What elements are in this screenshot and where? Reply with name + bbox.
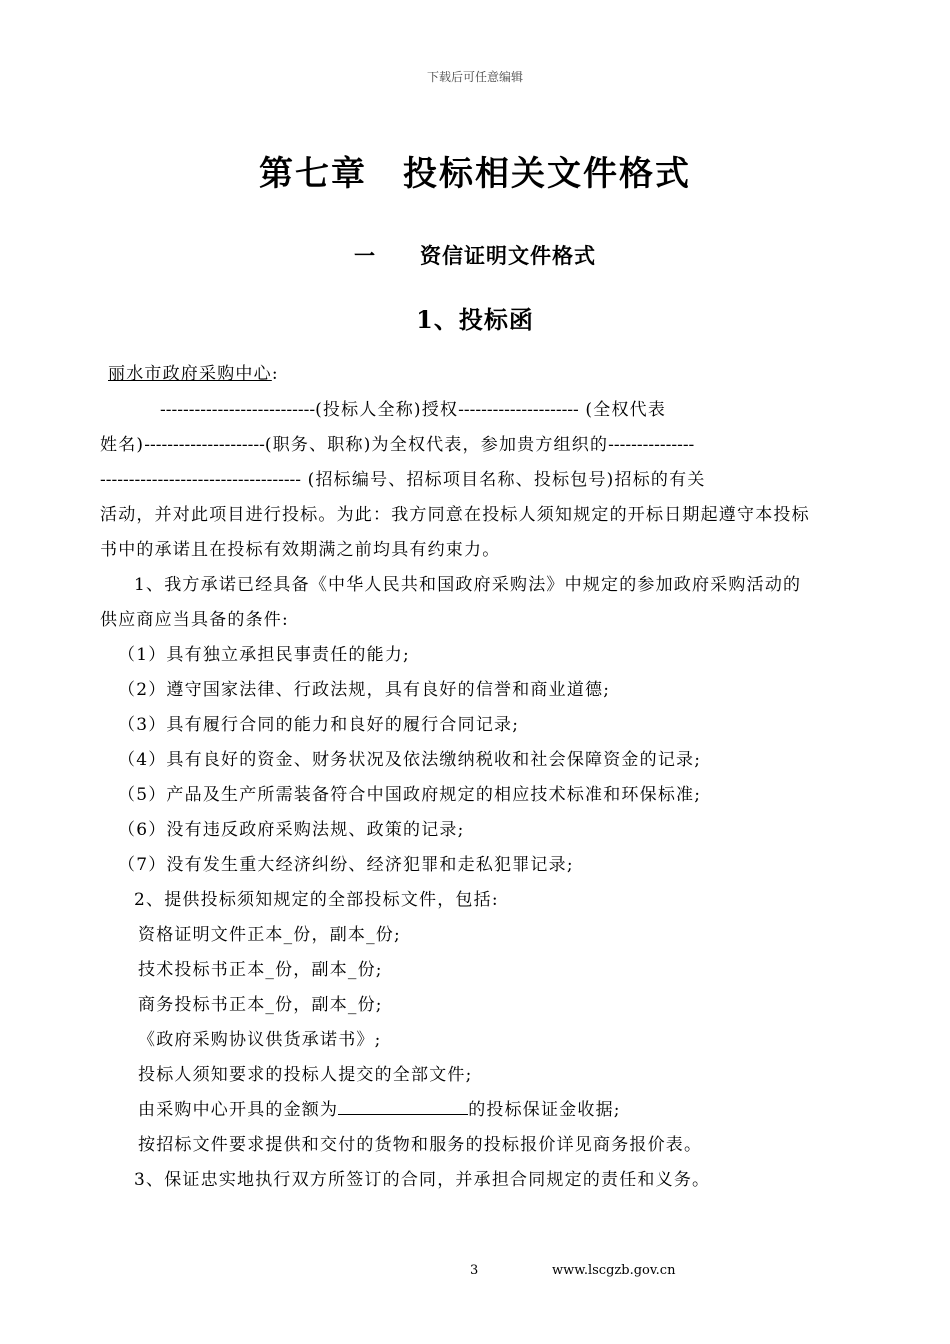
body-line-2-text-b: (职务、职称)为全权代表，参加贵方组织的 (264, 435, 609, 455)
page-number: 3 (470, 1263, 479, 1278)
body-line-4: 活动，并对此项目进行投标。为此：我方同意在投标人须知规定的开标日期起遵守本投标 (100, 505, 810, 525)
deposit-text-a: 由采购中心开具的金额为 (138, 1100, 339, 1120)
condition-3: （3）具有履行合同的能力和良好的履行合同记录; (118, 715, 520, 735)
body-line-3-text: (招标编号、招标项目名称、投标包号)招标的有关 (301, 470, 706, 490)
item-1-cont: 供应商应当具备的条件: (100, 610, 289, 630)
body-line-5: 书中的承诺且在投标有效期满之前均具有约束力。 (100, 540, 501, 560)
item-2: 2、提供投标须知规定的全部投标文件，包括: (134, 890, 499, 910)
doc-1: 资格证明文件正本_份，副本_份; (138, 925, 401, 945)
body-line-2-text-a: 姓名) (100, 435, 145, 455)
sub-title: 1、投标函 (416, 305, 534, 334)
chapter-title: 第七章 投标相关文件格式 (259, 154, 691, 194)
addressee-line (108, 359, 279, 384)
condition-7: （7）没有发生重大经济纠纷、经济犯罪和走私犯罪记录; (118, 855, 574, 875)
item-1: 1、我方承诺已经具备《中华人民共和国政府采购法》中规定的参加政府采购活动的 (134, 575, 802, 595)
quote-line: 按招标文件要求提供和交付的货物和服务的投标报价详见商务报价表。 (138, 1135, 703, 1155)
condition-5: （5）产品及生产所需装备符合中国政府规定的相应技术标准和环保标准; (118, 785, 702, 805)
doc-5: 投标人须知要求的投标人提交的全部文件; (138, 1065, 473, 1085)
body-line-2 (100, 430, 694, 455)
body-line-3 (100, 465, 706, 490)
addressee-colon: : (271, 364, 279, 384)
blank-project-b: ----------------------------------- (100, 470, 302, 490)
doc-3: 商务投标书正本_份，副本_份; (138, 995, 383, 1015)
body-line-1-text-b: (全权代表 (578, 400, 667, 420)
blank-bidder-name: --------------------------- (160, 400, 316, 420)
item-3: 3、保证忠实地执行双方所签订的合同，并承担合同规定的责任和义务。 (134, 1170, 711, 1190)
deposit-line (138, 1095, 621, 1120)
deposit-text-b: 的投标保证金收据; (468, 1100, 621, 1120)
blank-representative-name: --------------------- (458, 400, 579, 420)
addressee: 丽水市政府采购中心 (108, 364, 272, 384)
deposit-amount-blank (338, 1098, 468, 1115)
condition-6: （6）没有违反政府采购法规、政策的记录; (118, 820, 465, 840)
condition-4: （4）具有良好的资金、财务状况及依法缴纳税收和社会保障资金的记录; (118, 750, 702, 770)
blank-position: --------------------- (144, 435, 265, 455)
website-link[interactable]: www.lscgzb.gov.cn (552, 1263, 676, 1278)
doc-4: 《政府采购协议供货承诺书》; (138, 1030, 382, 1050)
body-line-1-text-a: (投标人全称)授权 (315, 400, 459, 420)
body-line-1 (160, 395, 666, 420)
condition-1: （1）具有独立承担民事责任的能力; (118, 645, 410, 665)
doc-2: 技术投标书正本_份，副本_份; (138, 960, 383, 980)
header-note: 下载后可任意编辑 (426, 70, 523, 84)
blank-project-a: --------------- (608, 435, 695, 455)
section-title: 一 资信证明文件格式 (354, 243, 596, 268)
condition-2: （2）遵守国家法律、行政法规，具有良好的信誉和商业道德; (118, 680, 611, 700)
